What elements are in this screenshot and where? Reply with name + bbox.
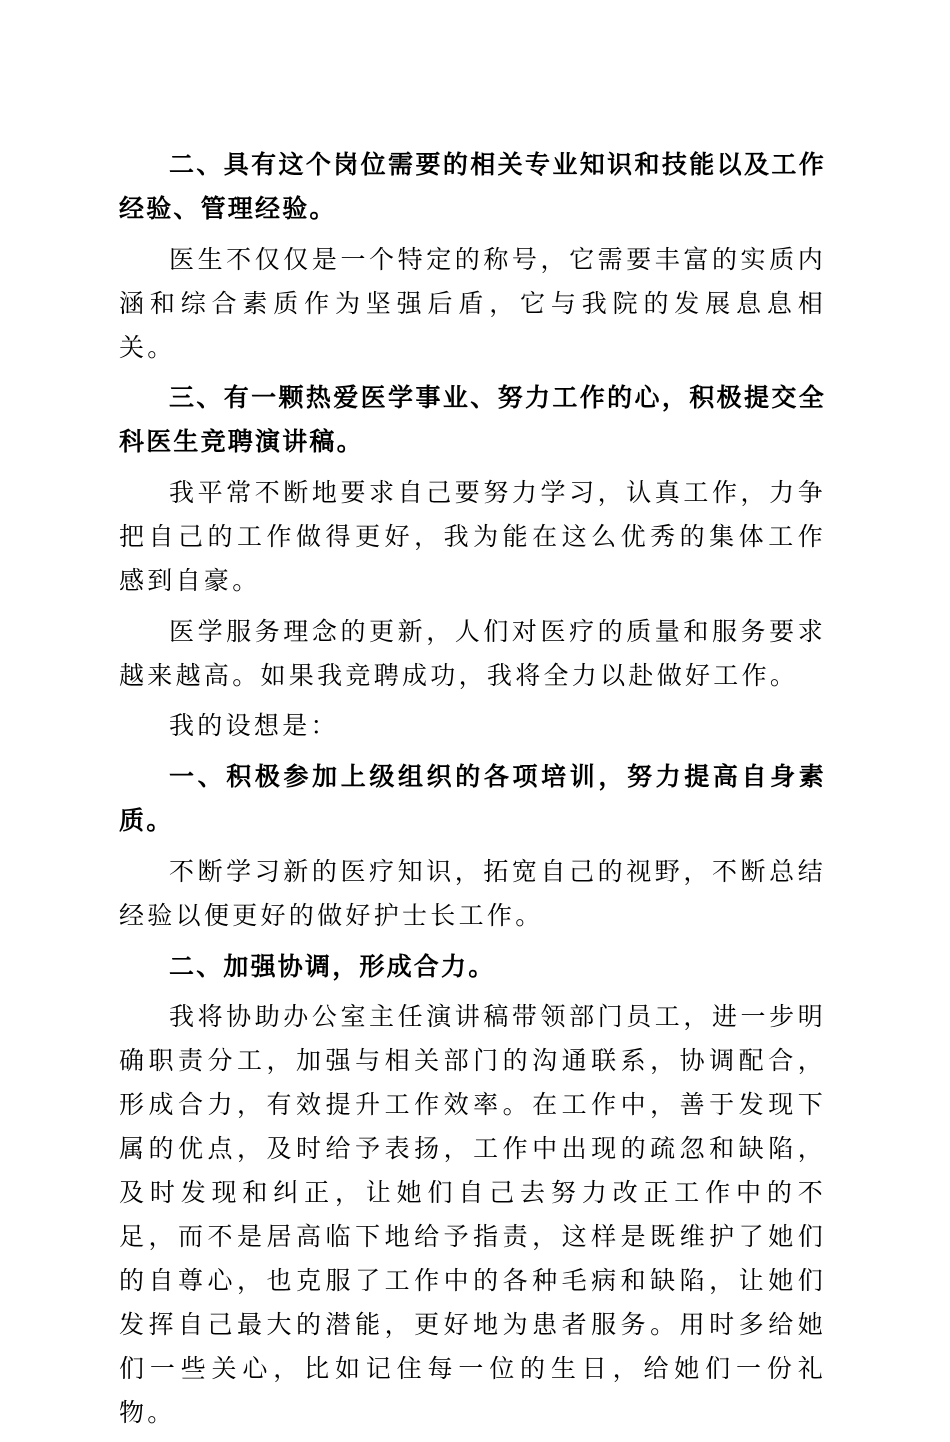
- body-paragraph: 我将协助办公室主任演讲稿带领部门员工，进一步明确职责分工，加强与相关部门的沟通联系，协调配合，形成合力，有效提升工作效率。在工作中，善于发现下属的优点，及时给予表扬，工作中出现的疏忽和缺陷，及时发现和纠正，让她们自己去努力改正工作中的不足，而不是居高临下地给予指责，这样是既维护了她们的自尊心，也克服了工作中的各种毛病和缺陷，让她们发挥自己最大的潜能，更好地为患者服务。用时多给她们一些关心，比如记住每一位的生日，给她们一份礼物。: [119, 1002, 826, 1428]
- plan-intro: 我的设想是：: [169, 711, 339, 741]
- plan-heading-1: 一、积极参加上级组织的各项培训，努力提高自身素质。: [119, 762, 826, 836]
- body-paragraph: 医生不仅仅是一个特定的称号，它需要丰富的实质内涵和综合素质作为坚强后盾，它与我院的发展息息相关。: [119, 244, 826, 362]
- document-page: [119, 143, 826, 1442]
- plan-heading-2: 二、加强协调，形成合力。: [169, 951, 496, 981]
- body-paragraph: 医学服务理念的更新，人们对医疗的质量和服务要求越来越高。如果我竞聘成功，我将全力以赴做好工作。: [119, 616, 826, 690]
- body-paragraph: 不断学习新的医疗知识，拓宽自己的视野，不断总结经验以便更好的做好护士长工作。: [119, 856, 826, 930]
- body-paragraph: 我平常不断地要求自己要努力学习，认真工作，力争把自己的工作做得更好，我为能在这么优秀的集体工作感到自豪。: [119, 478, 826, 596]
- section-heading-3: 三、有一颗热爱医学事业、努力工作的心，积极提交全科医生竞聘演讲稿。: [119, 383, 826, 457]
- section-heading-2: 二、具有这个岗位需要的相关专业知识和技能以及工作经验、管理经验。: [119, 150, 826, 223]
